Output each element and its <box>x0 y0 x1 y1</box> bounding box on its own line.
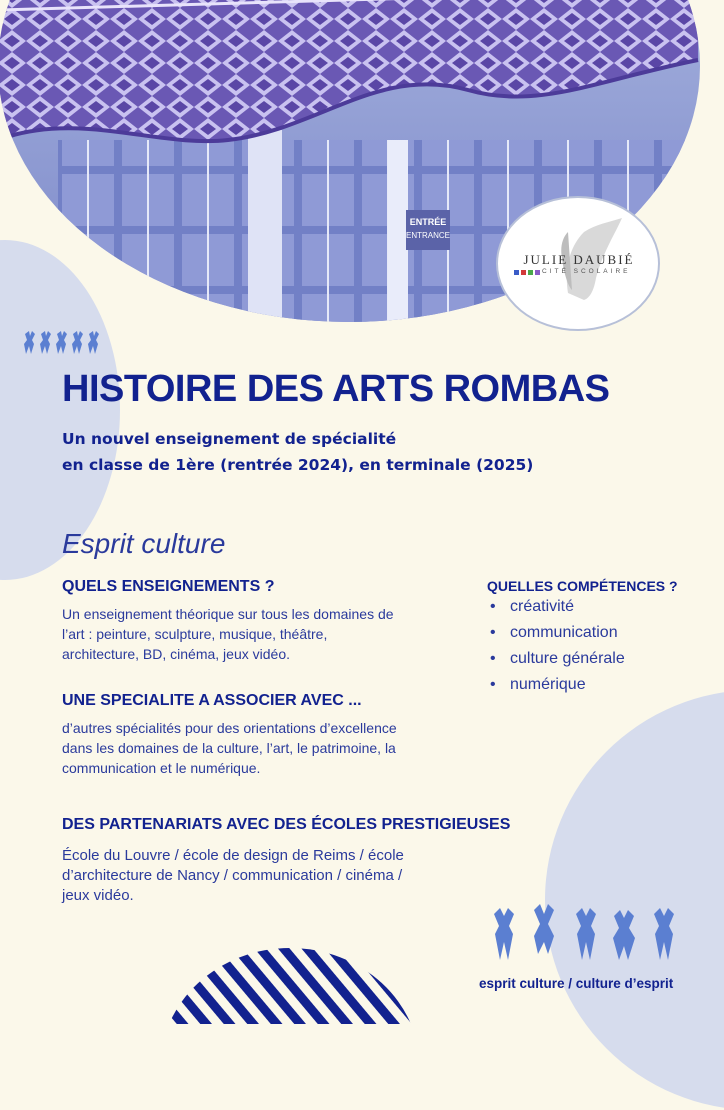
section-heading-competences: QUELLES COMPÉTENCES ? <box>487 578 678 594</box>
section-heading-specialite: UNE SPECIALITE A ASSOCIER AVEC ... <box>62 692 362 709</box>
page-title: HISTOIRE DES ARTS ROMBAS <box>62 368 610 410</box>
competences-list <box>488 594 625 698</box>
subtitle-line-2: en classe de 1ère (rentrée 2024), en terminale (2025) <box>62 456 534 474</box>
small-figures-decoration <box>22 330 102 356</box>
section-text-enseignements <box>62 604 462 664</box>
text-line: communication et le numérique. <box>62 760 261 776</box>
list-item: • numérique <box>488 672 625 698</box>
large-figures-decoration <box>490 904 690 964</box>
school-logo <box>496 196 660 331</box>
logo-name: JULIE DAUBIÉ <box>523 252 635 267</box>
section-text-specialite <box>62 718 482 778</box>
text-line: dans les domaines de la culture, l’art, le patrimoine, la <box>62 740 396 756</box>
footer-tagline: esprit culture / culture d’esprit <box>479 976 674 991</box>
section-heading-partenariats: DES PARTENARIATS AVEC DES ÉCOLES PRESTIGIEUSES <box>62 816 511 833</box>
list-item: • culture générale <box>488 646 625 672</box>
section-heading-enseignements: QUELS ENSEIGNEMENTS ? <box>62 578 275 595</box>
text-line: d’autres spécialités pour des orientations d’excellence <box>62 720 397 736</box>
text-line: architecture, BD, cinéma, jeux vidéo. <box>62 646 290 662</box>
section-text-partenariats <box>62 846 502 906</box>
svg-text:ENTRANCE: ENTRANCE <box>405 231 451 240</box>
subtitle-line-1: Un nouvel enseignement de spécialité <box>62 430 397 448</box>
striped-semicircle-decoration <box>160 948 420 1024</box>
text-line: d’architecture de Nancy / communication / cinéma / <box>62 867 403 884</box>
figures-icon <box>22 330 102 356</box>
text-line: Un enseignement théorique sur tous les domaines de <box>62 606 394 622</box>
list-item: • créativité <box>488 594 625 620</box>
tagline: Esprit culture <box>62 528 226 559</box>
list-item: • communication <box>488 620 625 646</box>
svg-text:ENTRÉE: ENTRÉE <box>409 217 447 227</box>
text-line: École du Louvre / école de design de Reims / école <box>62 847 404 864</box>
text-line: jeux vidéo. <box>62 887 134 904</box>
logo-tagline: CITÉ SCOLAIRE <box>542 268 631 275</box>
text-line: l’art : peinture, sculpture, musique, théâtre, <box>62 626 328 642</box>
decorative-circle-right <box>545 690 724 1110</box>
stripes-shape <box>160 948 420 1024</box>
figures-icon <box>490 904 690 964</box>
